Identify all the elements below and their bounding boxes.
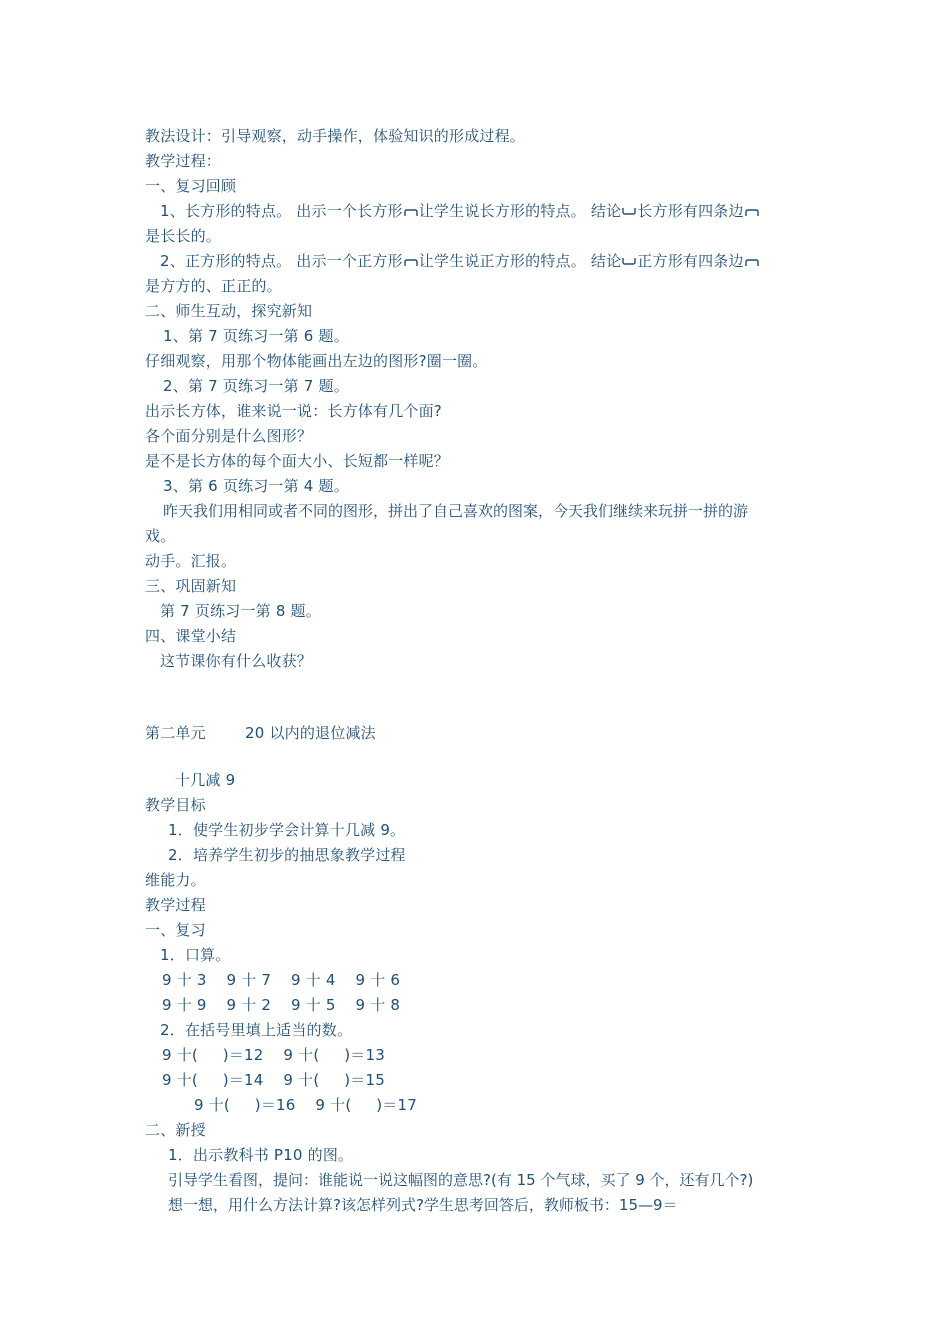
brace-up-icon xyxy=(622,257,636,267)
consolidate-exercise: 第 7 页练习一第 8 题。 xyxy=(160,602,321,620)
brace-down-icon xyxy=(404,207,418,217)
exercise-item-2: 2、第 7 页练习一第 7 题。 xyxy=(163,377,349,395)
new-lesson-think: 想一想，用什么方法计算?该怎样列式?学生思考回答后，教师板书：15—9＝ xyxy=(168,1196,678,1214)
rectangle-features-text-b: 让学生说长方形的特点。 结论 xyxy=(418,202,622,220)
brace-down-icon xyxy=(404,257,418,267)
fill-blank-heading: 2．在括号里填上适当的数。 xyxy=(160,1021,353,1039)
exercise-item-2-text-1: 出示长方体，谁来说一说：长方体有几个面? xyxy=(145,402,442,420)
exercise-item-3-text: 昨天我们用相同或者不同的图形，拼出了自己喜欢的图案，今天我们继续来玩拼一拼的游 xyxy=(163,502,749,520)
square-features-text-a: 2、正方形的特点。 出示一个正方形 xyxy=(160,252,403,270)
section-review-heading: 一、复习回顾 xyxy=(145,177,237,195)
mental-math-heading: 1．口算。 xyxy=(160,946,231,964)
rectangle-features-text-a: 1、长方形的特点。 出示一个长方形 xyxy=(160,202,403,220)
exercise-item-1-text: 仔细观察，用那个物体能画出左边的图形?圈一圈。 xyxy=(145,352,488,370)
square-features-text-c: 正方形有四条边 xyxy=(637,252,744,270)
section-summary-heading: 四、课堂小结 xyxy=(145,627,237,645)
hands-on-report: 动手。汇报。 xyxy=(145,552,237,570)
teaching-process-heading: 教学过程： xyxy=(145,152,222,170)
mental-math-row-2: 9 十 9 9 十 2 9 十 5 9 十 8 xyxy=(162,996,401,1014)
rectangle-features-line xyxy=(160,201,760,221)
brace-down-icon xyxy=(745,257,759,267)
mental-math-row-1: 9 十 3 9 十 7 9 十 4 9 十 6 xyxy=(162,971,401,989)
fill-blank-row-2: 9 十( )＝14 9 十( )＝15 xyxy=(162,1071,385,1089)
unit-label: 第二单元 xyxy=(145,724,206,742)
unit-title: 20 以内的退位减法 xyxy=(245,724,376,742)
process-heading: 教学过程 xyxy=(145,896,206,914)
brace-down-icon xyxy=(745,207,759,217)
exercise-item-2-text-3: 是不是长方体的每个面大小、长短都一样呢？ xyxy=(145,452,450,470)
square-features-text-b: 让学生说正方形的特点。 结论 xyxy=(418,252,622,270)
exercise-item-3-text-cont: 戏。 xyxy=(145,527,176,545)
rectangle-conclusion-line: 是长长的。 xyxy=(145,227,222,245)
objective-1: 1．使学生初步学会计算十几减 9。 xyxy=(168,821,406,839)
new-lesson-guide: 引导学生看图，提问：谁能说一说这幅图的意思?(有 15 个气球，买了 9 个，还有几个?) xyxy=(168,1171,754,1189)
exercise-item-1: 1、第 7 页练习一第 6 题。 xyxy=(163,327,349,345)
new-lesson-item-1: 1．出示教科书 P10 的图。 xyxy=(168,1146,354,1164)
review-heading: 一、复习 xyxy=(145,921,206,939)
square-features-line xyxy=(160,251,760,271)
section-interaction-heading: 二、师生互动，探究新知 xyxy=(145,302,313,320)
exercise-item-2-text-2: 各个面分别是什么图形？ xyxy=(145,427,313,445)
brace-up-icon xyxy=(622,207,636,217)
fill-blank-row-3: 9 十( )＝16 9 十( )＝17 xyxy=(194,1096,417,1114)
square-conclusion-line: 是方方的、正正的。 xyxy=(145,277,282,295)
section-consolidate-heading: 三、巩固新知 xyxy=(145,577,237,595)
exercise-item-3: 3、第 6 页练习一第 4 题。 xyxy=(163,477,349,495)
objective-2-cont: 维能力。 xyxy=(145,871,206,889)
rectangle-features-text-c: 长方形有四条边 xyxy=(637,202,744,220)
teaching-method-line: 教法设计：引导观察，动手操作，体验知识的形成过程。 xyxy=(145,127,526,145)
fill-blank-row-1: 9 十( )＝12 9 十( )＝13 xyxy=(162,1046,385,1064)
objective-2: 2．培养学生初步的抽思象教学过程 xyxy=(168,846,406,864)
objectives-heading: 教学目标 xyxy=(145,796,206,814)
lesson-title: 十几减 9 xyxy=(175,771,236,789)
summary-question: 这节课你有什么收获？ xyxy=(160,652,313,670)
new-lesson-heading: 二、新授 xyxy=(145,1121,206,1139)
